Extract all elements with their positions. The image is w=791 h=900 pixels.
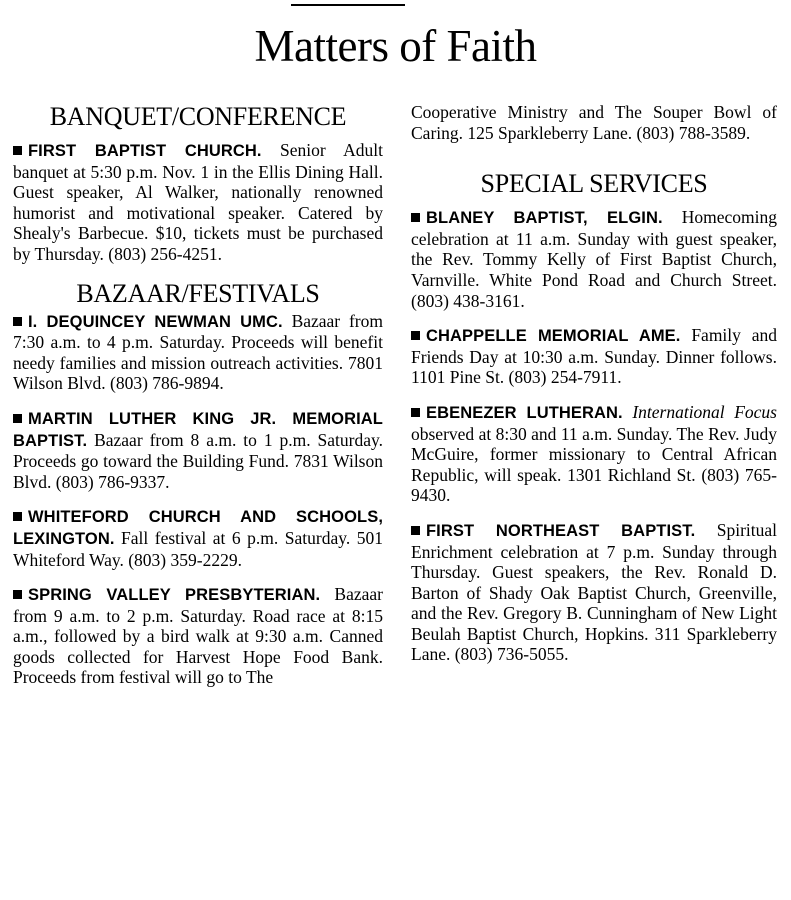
listing-name: EBENEZER LUTHERAN.: [426, 403, 623, 422]
listing-first-northeast: [411, 520, 777, 665]
listing-newman-umc: [13, 311, 383, 394]
listing-whiteford: [13, 506, 383, 570]
listing-text: Fall festival at 6 p.m. Saturday. 501 Whiteford Way. (803) 359-2229.: [13, 527, 383, 570]
listing-italic-text: International Focus: [622, 401, 777, 422]
listing-name: MARTIN LUTHER KING JR. MEMORIAL BAPTIST.: [13, 409, 383, 450]
square-bullet-icon: [411, 213, 420, 222]
listing-name: CHAPPELLE MEMORIAL AME.: [426, 327, 681, 346]
square-bullet-icon: [13, 590, 22, 599]
section-heading-special: SPECIAL SERVICES: [480, 169, 708, 199]
listing-chappelle-ame: [411, 325, 777, 388]
listing-text: Bazaar from 8 a.m. to 1 p.m. Saturday. Proceeds go toward the Building Fund. 7831 Wilson Blvd. (803) 786-9337.: [13, 429, 383, 492]
listing-text: Family and Friends Day at 10:30 a.m. Sunday. Dinner follows. 1101 Pine St. (803) 254-7911.: [411, 325, 778, 388]
listing-name: I. DEQUINCEY NEWMAN UMC.: [28, 312, 283, 331]
square-bullet-icon: [411, 526, 420, 535]
right-column: [411, 102, 777, 679]
section-heading-banquet: BANQUET/CONFERENCE: [49, 102, 347, 131]
listing-first-baptist: [13, 140, 383, 265]
square-bullet-icon: [13, 414, 22, 423]
square-bullet-icon: [411, 408, 420, 417]
listing-name: BLANEY BAPTIST, ELGIN.: [426, 209, 663, 228]
listing-mlk-memorial: [13, 408, 383, 492]
listing-text: Homecoming celebration at 11 a.m. Sunday with guest speaker, the Rev. Tommy Kelly of First Baptist Church, Varnville. White Pond Road and Church Street. (803) 438-3161.: [411, 207, 777, 311]
square-bullet-icon: [411, 331, 420, 340]
listing-blaney-baptist: [411, 207, 777, 311]
listing-text: observed at 8:30 and 11 a.m. Sunday. The Rev. Judy McGuire, former missionary to Central African Republic, will speak. 1301 Richland St. (803) 765-9430.: [411, 423, 777, 506]
square-bullet-icon: [13, 512, 22, 521]
listing-text: Bazaar from 9 a.m. to 2 p.m. Saturday. Road race at 8:15 a.m., followed by a bird walk at 9:30 a.m. Canned goods collected for Harvest Hope Food Bank. Proceeds from festival will go to The: [13, 584, 383, 688]
left-column: [13, 102, 383, 702]
listing-name: WHITEFORD CHURCH AND SCHOOLS, LEXINGTON.: [13, 508, 383, 548]
title-rule: [291, 4, 405, 6]
listing-text: Spiritual Enrichment celebration at 7 p.m. Sunday through Thursday. Guest speakers, the Rev. Ronald D. Barton of Shady Oak Baptist Church, Greenville, and the Rev. Gregory B. Cunningham of New Light Beulah Baptist Church, Hopkins. 311 Sparkleberry Lane. (803) 736-5055.: [411, 519, 777, 665]
listing-continuation: Cooperative Ministry and The Souper Bowl of Caring. 125 Sparkleberry Lane. (803) 788-3589.: [411, 102, 777, 143]
square-bullet-icon: [13, 317, 22, 326]
listing-text: Bazaar from 7:30 a.m. to 4 p.m. Saturday. Proceeds will benefit needy families and mission outreach activities. 7801 Wilson Blvd. (803) 786-9894.: [13, 310, 383, 394]
square-bullet-icon: [13, 146, 22, 155]
listing-ebenezer-lutheran: [411, 402, 777, 506]
listing-text: Senior Adult banquet at 5:30 p.m. Nov. 1 in the Ellis Dining Hall. Guest speaker, Al Walker, nationally renowned humorist and motivational speaker. Catered by Shealy's Barbecue. $10, tickets must be purchased by Thursday. (803) 256-4251.: [13, 140, 383, 264]
section-heading-bazaar: BAZAAR/FESTIVALS: [76, 278, 320, 308]
listing-name: FIRST NORTHEAST BAPTIST.: [426, 521, 696, 540]
listing-name: FIRST BAPTIST CHURCH.: [28, 142, 262, 160]
page-title: Matters of Faith: [254, 21, 537, 71]
listing-name: SPRING VALLEY PRESBYTERIAN.: [28, 586, 321, 605]
listing-spring-valley: [13, 584, 383, 688]
